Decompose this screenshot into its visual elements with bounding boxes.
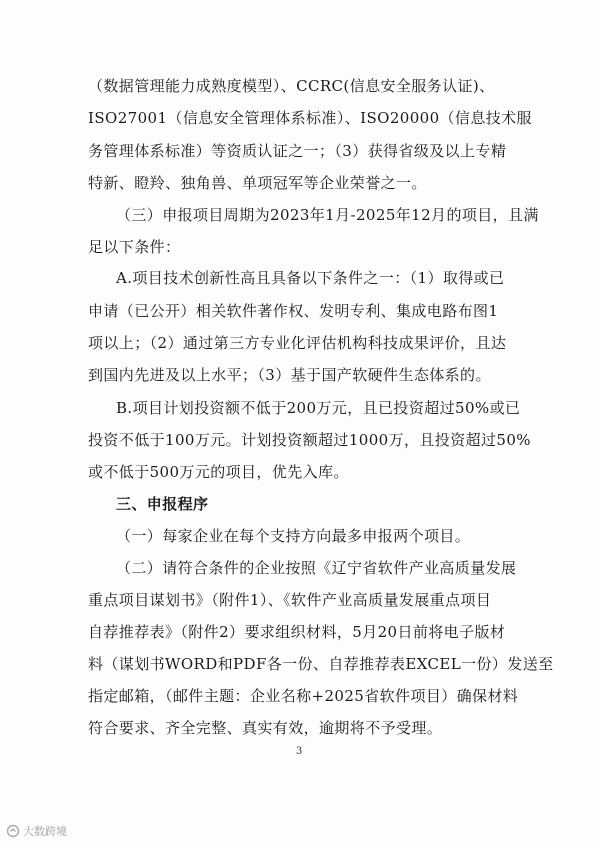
text-line-3: 务管理体系标准）等资质认证之一；（3）获得省级及以上专精 [88, 142, 507, 160]
text-line-4: 特新、瞪羚、独角兽、单项冠军等企业荣誉之一。 [88, 174, 427, 192]
watermark-logo-icon [6, 824, 20, 838]
text-line-6: 足以下条件： [88, 238, 181, 256]
text-line-8: 申请（已公开）相关软件著作权、发明专利、集成电路布图1 [88, 302, 499, 320]
text-line-15: （一）每家企业在每个支持方向最多申报两个项目。 [116, 527, 471, 545]
text-line-19: 料（谋划书WORD和PDF各一份、自荐推荐表EXCEL一份）发送至 [88, 655, 554, 673]
text-line-18: 自荐推荐表》（附件2）要求组织材料，5月20日前将电子版材 [88, 623, 506, 641]
text-line-20: 指定邮箱，（邮件主题：企业名称+2025省软件项目）确保材料 [88, 687, 519, 705]
text-line-5: （三）申报项目周期为2023年1月-2025年12月的项目，且满 [116, 206, 539, 224]
text-line-21: 符合要求、齐全完整、真实有效，逾期将不予受理。 [88, 719, 443, 737]
page-number: 3 [296, 746, 303, 757]
text-line-13: 或不低于500万元的项目，优先入库。 [88, 463, 349, 481]
watermark-text: 大数跨境 [23, 825, 67, 838]
text-line-7: A.项目技术创新性高且具备以下条件之一：（1）取得或已 [116, 269, 505, 287]
text-line-17: 重点项目谋划书》（附件1）、《软件产业高质量发展重点项目 [88, 591, 492, 609]
text-line-1: （数据管理能力成熟度模型）、CCRC(信息安全服务认证)、 [88, 77, 495, 95]
text-line-10: 到国内先进及以上水平；（3）基于国产软硬件生态体系的。 [88, 366, 491, 384]
text-line-11: B.项目计划投资额不低于200万元，且已投资超过50%或已 [116, 399, 521, 417]
watermark [6, 822, 67, 840]
text-line-9: 项以上；（2）通过第三方专业化评估机构科技成果评价，且达 [88, 334, 507, 352]
text-line-12: 投资不低于100万元。计划投资额超过1000万，且投资超过50% [88, 431, 531, 449]
text-line-16: （二）请符合条件的企业按照《辽宁省软件产业高质量发展 [116, 559, 517, 577]
section-heading: 三、申报程序 [116, 495, 209, 513]
text-line-2: ISO27001（信息安全管理体系标准）、ISO20000（信息技术服 [88, 109, 532, 127]
